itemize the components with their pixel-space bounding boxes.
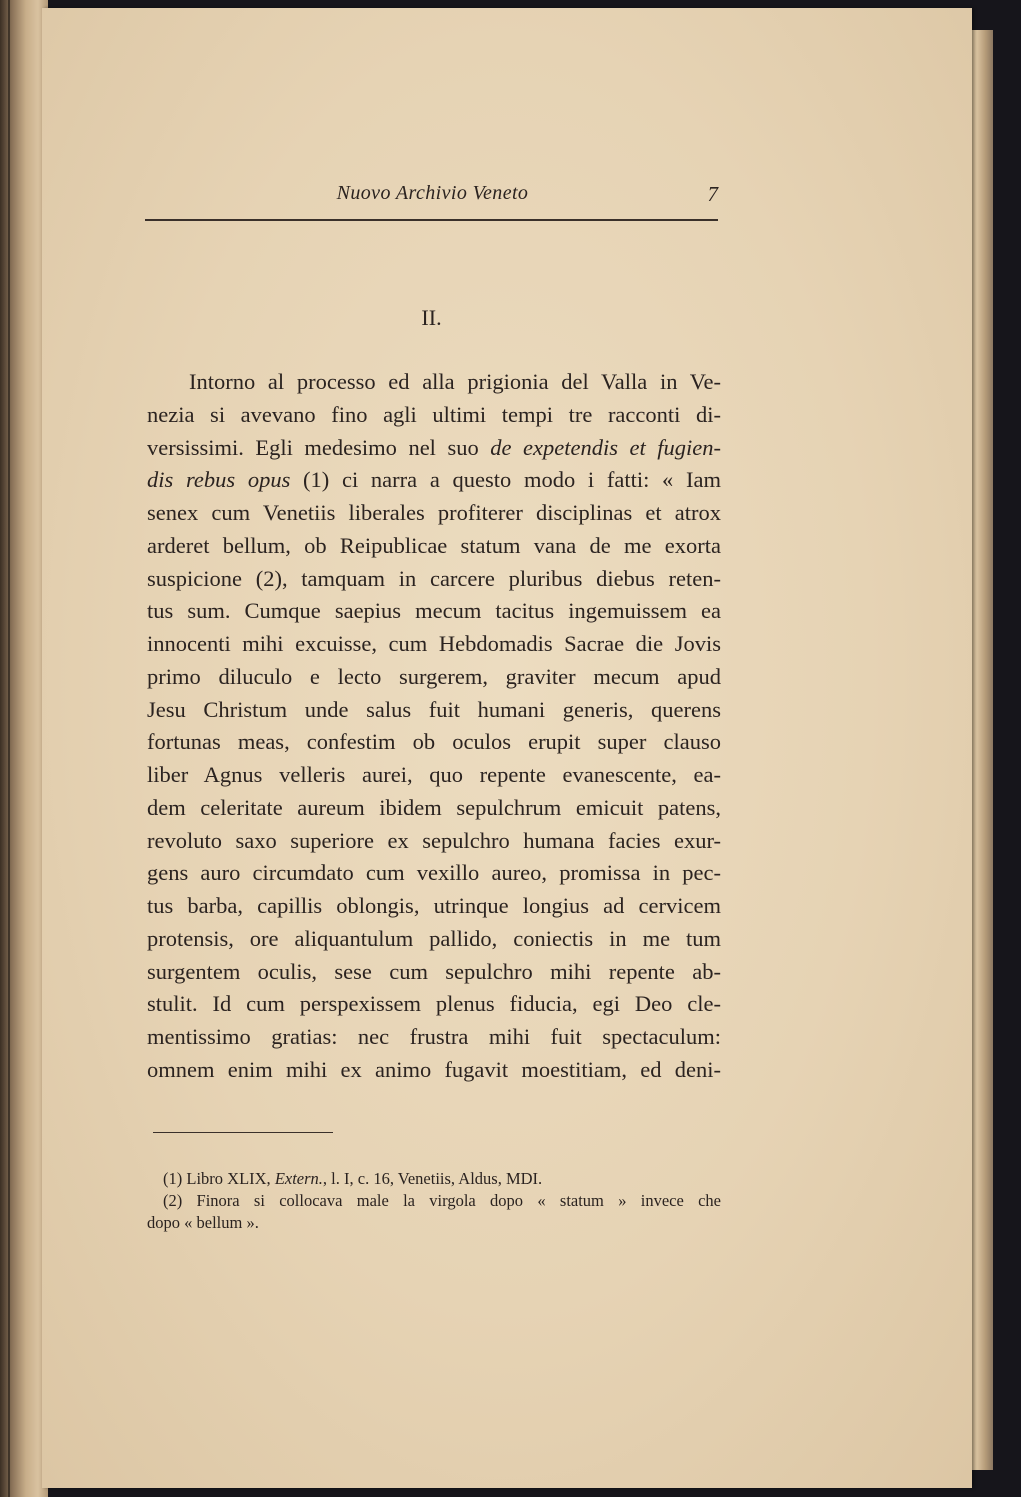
text-line	[147, 464, 721, 497]
text-segment: versissimi. Egli medesimo nel suo	[147, 434, 491, 460]
section-heading: II.	[421, 305, 442, 330]
text-line: surgentem oculis, sese cum sepulchro mihi repente ab-	[147, 958, 721, 984]
book-binding-edge	[0, 0, 48, 1497]
text-line: fortunas meas, confestim ob oculos erupit super clauso	[147, 729, 721, 755]
text-line: dem celeritate aureum ibidem sepulchrum emicuit patens,	[147, 794, 721, 820]
text-line	[147, 432, 721, 465]
text-line: mentissimo gratias: nec frustra mihi fuit spectaculum:	[147, 1024, 721, 1049]
text-line: tus sum. Cumque saepius mecum tacitus ingemuissem ea	[147, 598, 721, 624]
text-line: stulit. Id cum perspexissem plenus fiducia, egi Deo cle-	[147, 991, 721, 1017]
footnote-2-continued: dopo « bellum ».	[147, 1213, 259, 1232]
body-text	[147, 366, 721, 1087]
footnote-1	[147, 1168, 721, 1190]
text-segment: (1) ci narra a questo modo i fatti: « Iam	[290, 467, 721, 493]
text-line: Intorno al processo ed alla prigionia del Valla in Ve-	[189, 369, 721, 394]
text-line: Jesu Christum unde salus fuit humani generis, querens	[147, 696, 721, 722]
page-number: 7	[707, 182, 718, 206]
text-line: liber Agnus velleris aurei, quo repente evanescente, ea-	[147, 762, 721, 787]
footnote-text: , l. I, c. 16, Venetiis, Aldus, MDI.	[322, 1169, 543, 1188]
text-line: innocenti mihi excuisse, cum Hebdomadis Sacrae die Jovis	[147, 631, 721, 656]
footnote-2: (2) Finora si collocava male la virgola dopo « statum » invece che	[163, 1191, 721, 1210]
running-header	[145, 182, 720, 212]
footnote-italic: Extern.	[274, 1169, 323, 1188]
footnotes	[147, 1168, 721, 1234]
text-line: revoluto saxo superiore ex sepulchro humana facies exur-	[147, 827, 721, 853]
running-title: Nuovo Archivio Veneto	[336, 182, 529, 204]
footnote-text: (1) Libro XLIX,	[163, 1169, 275, 1188]
italic-title: de expetendis et fugien-	[490, 434, 721, 460]
header-rule	[145, 219, 718, 221]
italic-title: dis rebus opus	[147, 467, 291, 493]
text-line: nezia si avevano fino agli ultimi tempi tre racconti di-	[147, 401, 721, 427]
text-line: primo diluculo e lecto surgerem, graviter mecum apud	[147, 663, 721, 689]
text-line: tus barba, capillis oblongis, utrinque longius ad cervicem	[147, 893, 721, 918]
text-line: senex cum Venetiis liberales profiterer disciplinas et atrox	[147, 500, 721, 525]
text-line: arderet bellum, ob Reipublicae statum vana de me exorta	[147, 532, 721, 558]
text-line: omnem enim mihi ex animo fugavit moestitiam, ed deni-	[147, 1056, 721, 1082]
text-line: gens auro circumdato cum vexillo aureo, promissa in pec-	[147, 860, 721, 886]
text-line: suspicione (2), tamquam in carcere pluribus diebus reten-	[147, 565, 721, 591]
footnote-rule	[153, 1132, 333, 1133]
text-line: protensis, ore aliquantulum pallido, coniectis in me tum	[147, 925, 721, 951]
